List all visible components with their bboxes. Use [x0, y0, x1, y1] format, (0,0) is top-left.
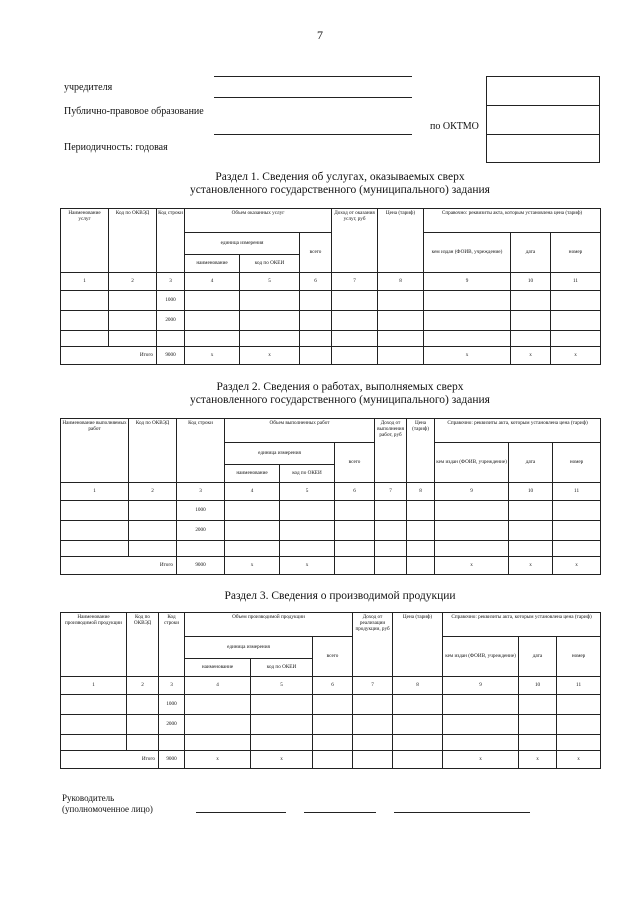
s1-total-code: 9000 [157, 347, 185, 365]
section3-title-line1: Раздел 3. Сведения о производимой продукции [224, 590, 456, 602]
s2-x: x [435, 557, 509, 575]
s3-num: 10 [519, 677, 557, 695]
s2-code-2000: 2000 [177, 521, 225, 541]
s2-number-row [61, 483, 601, 501]
s1-total-label: Итого [109, 347, 157, 365]
s2-num: 1 [61, 483, 129, 501]
s3-head-volume: Объем производимой продукции [185, 613, 353, 637]
s3-num: 4 [185, 677, 251, 695]
s1-head-number: номер [551, 233, 601, 273]
s3-x: x [251, 751, 313, 769]
s3-head-ref: Справочно: реквизиты акта, которым установлена цена (тариф) [443, 613, 601, 637]
s3-num: 11 [557, 677, 601, 695]
s3-head-issuer: кем издан (ФОИВ, учреждение) [443, 637, 519, 677]
s2-head-income: Доход от выполнения работ, руб [375, 419, 407, 483]
s2-head-total: всего [335, 443, 375, 483]
s1-x: x [240, 347, 300, 365]
s2-num: 7 [375, 483, 407, 501]
authorized-label: (уполномоченное лицо) [62, 804, 153, 814]
s2-head-okei: код по ОКЕИ [280, 465, 335, 483]
s3-num: 5 [251, 677, 313, 695]
s1-head-okved: Код по ОКВЭД [109, 209, 157, 273]
s1-num: 8 [378, 273, 424, 291]
section1-title [0, 171, 640, 197]
s2-x: x [553, 557, 601, 575]
s2-x: x [509, 557, 553, 575]
s3-head-unit: единица измерения [185, 637, 313, 659]
s3-head-row-code: Код строки [159, 613, 185, 677]
s1-num: 1 [61, 273, 109, 291]
s1-num: 6 [300, 273, 332, 291]
s1-head-total: всего [300, 233, 332, 273]
section2-title-line1: Раздел 2. Сведения о работах, выполняемых сверх [216, 381, 464, 393]
s2-total-label: Итого [129, 557, 177, 575]
table-row [61, 695, 601, 715]
table-row [61, 311, 601, 331]
s3-x: x [519, 751, 557, 769]
founder-line-2 [214, 97, 412, 98]
signature-line [196, 812, 286, 813]
s2-head-unit-name: наименование [225, 465, 280, 483]
s2-num: 3 [177, 483, 225, 501]
oktmo-label: по ОКТМО [430, 121, 479, 132]
s2-code-1000: 1000 [177, 501, 225, 521]
s1-num: 7 [332, 273, 378, 291]
s3-num: 3 [159, 677, 185, 695]
table-row [61, 331, 601, 347]
s3-total-label: Итого [127, 751, 159, 769]
section1-table [60, 208, 601, 365]
s1-num: 11 [551, 273, 601, 291]
section2-title-line2: установленного государственного (муниципального) задания [190, 394, 490, 406]
s1-head-ref: Справочно: реквизиты акта, которым установлена цена (тариф) [424, 209, 601, 233]
s3-total-row [61, 751, 601, 769]
s2-num: 2 [129, 483, 177, 501]
s3-head-okved: Код по ОКВЭД [127, 613, 159, 677]
s1-num: 5 [240, 273, 300, 291]
s1-number-row [61, 273, 601, 291]
s3-num: 8 [393, 677, 443, 695]
s3-head-okei: код по ОКЕИ [251, 659, 313, 677]
s1-x: x [551, 347, 601, 365]
s3-code-1000: 1000 [159, 695, 185, 715]
s3-x: x [185, 751, 251, 769]
s2-x: x [225, 557, 280, 575]
s2-x: x [280, 557, 335, 575]
head-label: Руководитель [62, 793, 115, 803]
s1-head-name: Наименование услуг [61, 209, 109, 273]
s3-num: 2 [127, 677, 159, 695]
s1-head-unit-name: наименование [185, 255, 240, 273]
s3-head-number: номер [557, 637, 601, 677]
table-row [61, 291, 601, 311]
s2-num: 11 [553, 483, 601, 501]
s1-num: 10 [511, 273, 551, 291]
s1-num: 4 [185, 273, 240, 291]
s3-x: x [557, 751, 601, 769]
s3-head-unit-name: наименование [185, 659, 251, 677]
s2-head-issuer: кем издан (ФОИВ, учреждение) [435, 443, 509, 483]
table-row [61, 521, 601, 541]
s3-code-2000: 2000 [159, 715, 185, 735]
s3-num: 7 [353, 677, 393, 695]
s1-num: 9 [424, 273, 511, 291]
s3-head-date: дата [519, 637, 557, 677]
s2-num: 6 [335, 483, 375, 501]
signature-block [62, 793, 153, 815]
s1-num: 3 [157, 273, 185, 291]
s3-num: 1 [61, 677, 127, 695]
table-row [61, 541, 601, 557]
public-entity-label: Публично-правовое образование [64, 106, 204, 117]
s1-head-row-code: Код строки [157, 209, 185, 273]
s1-head-okei: код по ОКЕИ [240, 255, 300, 273]
s3-total-code: 9000 [159, 751, 185, 769]
s3-head-total: всего [313, 637, 353, 677]
table-row [61, 735, 601, 751]
section2-table [60, 418, 601, 575]
section1-title-line1: Раздел 1. Сведения об услугах, оказываемых сверх [215, 171, 465, 183]
s2-num: 9 [435, 483, 509, 501]
s2-head-name: Наименование выполняемых работ [61, 419, 129, 483]
s3-head-name: Наименование производимой продукции [61, 613, 127, 677]
s2-num: 5 [280, 483, 335, 501]
code-box [486, 76, 600, 163]
section2-title [0, 381, 640, 407]
s2-head-ref: Справочно: реквизиты акта, которым установлена цена (тариф) [435, 419, 601, 443]
s1-code-1000: 1000 [157, 291, 185, 311]
s1-x: x [185, 347, 240, 365]
s2-head-date: дата [509, 443, 553, 483]
s1-head-date: дата [511, 233, 551, 273]
s1-x: x [424, 347, 511, 365]
s3-num: 9 [443, 677, 519, 695]
s1-head-price: Цена (тариф) [378, 209, 424, 273]
s3-num: 6 [313, 677, 353, 695]
section3-table [60, 612, 601, 769]
s1-total-row [61, 347, 601, 365]
s2-head-price: Цена (тариф) [407, 419, 435, 483]
name-line [394, 812, 530, 813]
s2-num: 8 [407, 483, 435, 501]
s3-head-price: Цена (тариф) [393, 613, 443, 677]
s2-head-okved: Код по ОКВЭД [129, 419, 177, 483]
s1-num: 2 [109, 273, 157, 291]
periodicity-label: Периодичность: годовая [64, 142, 168, 153]
s3-x: x [443, 751, 519, 769]
s1-head-unit: единица измерения [185, 233, 300, 255]
s1-head-income: Доход от оказания услуг, руб [332, 209, 378, 273]
position-line [304, 812, 376, 813]
table-row [61, 501, 601, 521]
public-entity-line [214, 134, 412, 135]
section3-title [0, 590, 640, 603]
s2-head-number: номер [553, 443, 601, 483]
s2-total-code: 9000 [177, 557, 225, 575]
s2-head-row-code: Код строки [177, 419, 225, 483]
section1-title-line2: установленного государственного (муниципального) задания [190, 184, 490, 196]
s1-code-2000: 2000 [157, 311, 185, 331]
s3-number-row [61, 677, 601, 695]
page-number: 7 [317, 28, 323, 42]
s1-head-volume: Объем оказанных услуг [185, 209, 332, 233]
s2-num: 4 [225, 483, 280, 501]
s3-head-income: Доход от реализации продукции, руб [353, 613, 393, 677]
table-row [61, 715, 601, 735]
s2-head-unit: единица измерения [225, 443, 335, 465]
s2-head-volume: Объем выполненных работ [225, 419, 375, 443]
s1-head-issuer: кем издан (ФОИВ, учреждение) [424, 233, 511, 273]
s2-num: 10 [509, 483, 553, 501]
s2-total-row [61, 557, 601, 575]
founder-line-1 [214, 76, 412, 77]
s1-x: x [511, 347, 551, 365]
founder-label: учредителя [64, 82, 113, 93]
